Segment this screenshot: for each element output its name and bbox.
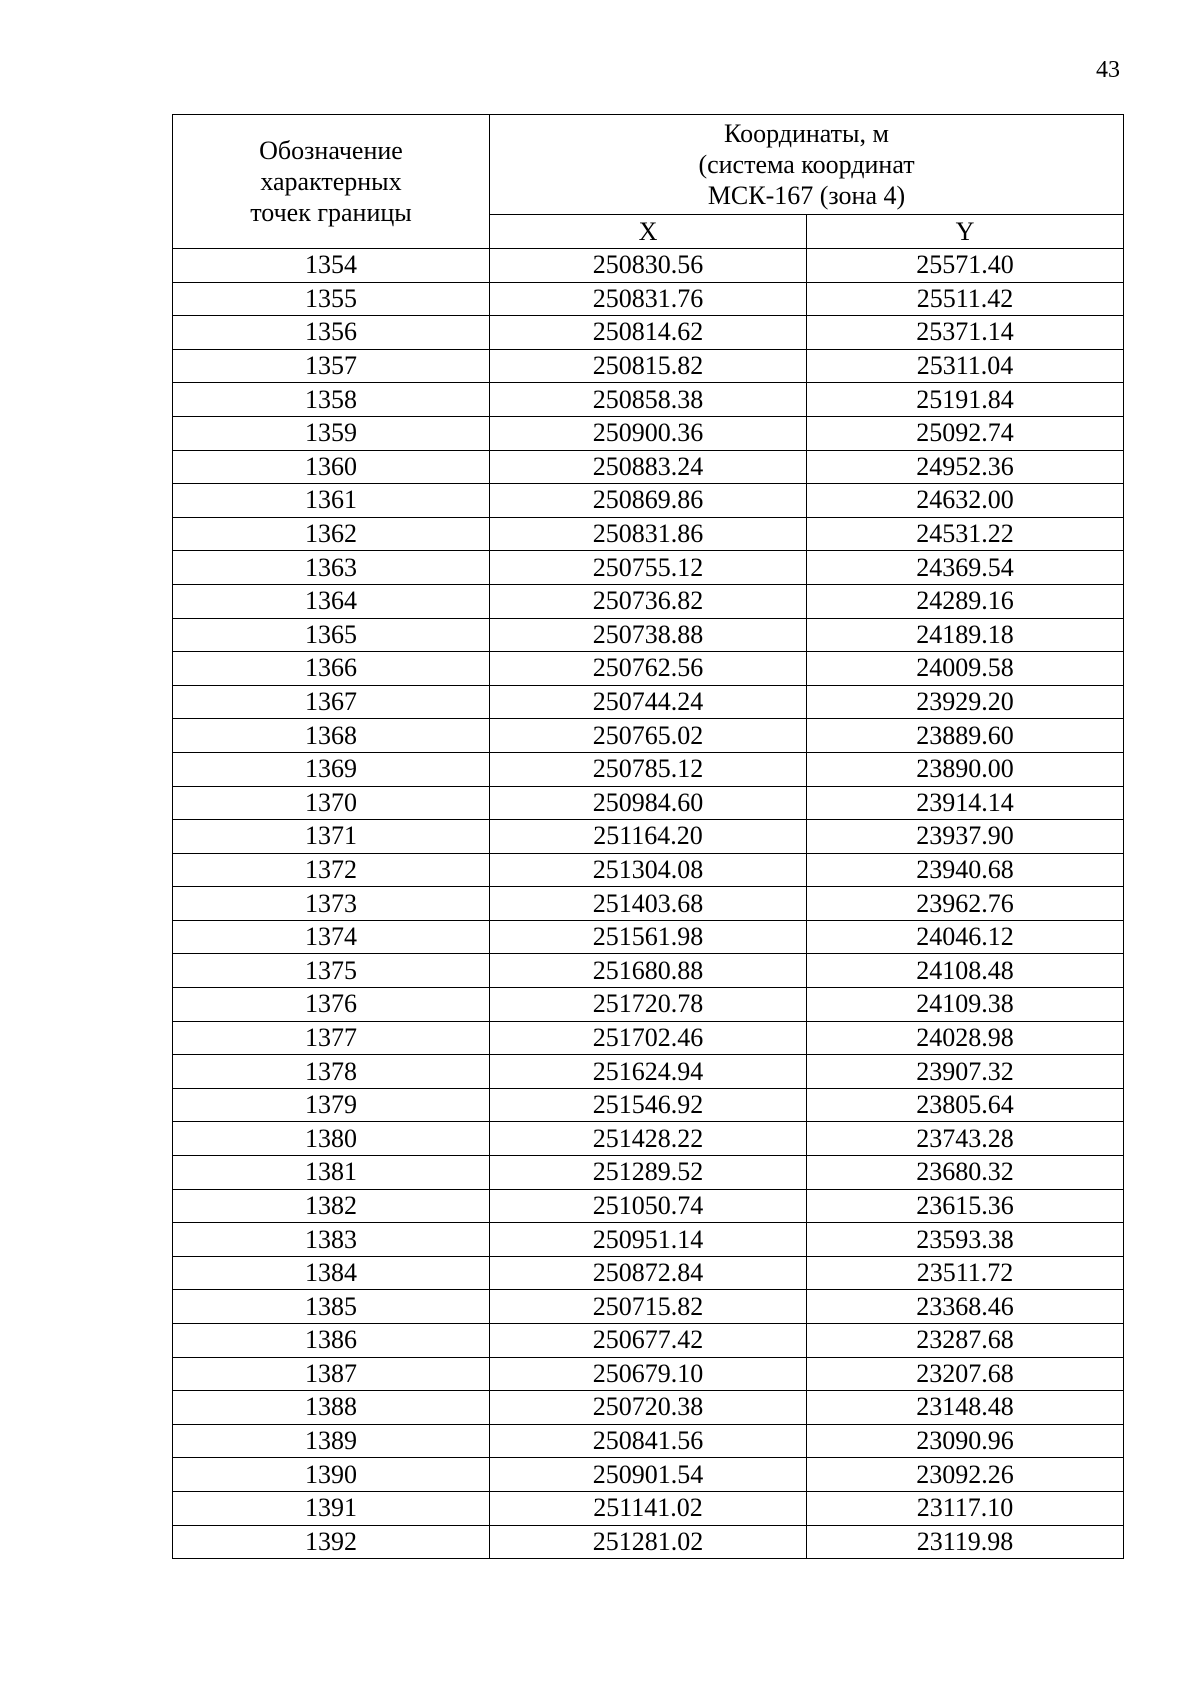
point-cell: 1377 [173,1021,490,1055]
x-cell: 251720.78 [490,988,807,1022]
y-cell: 23929.20 [807,685,1124,719]
x-cell: 250715.82 [490,1290,807,1324]
table-row [173,1156,1124,1190]
x-cell: 251561.98 [490,920,807,954]
point-cell: 1378 [173,1055,490,1089]
header-row-main [173,115,1124,215]
table-row [173,786,1124,820]
y-cell: 23962.76 [807,887,1124,921]
x-cell: 250785.12 [490,752,807,786]
y-cell: 23805.64 [807,1088,1124,1122]
x-cell: 250736.82 [490,584,807,618]
point-cell: 1367 [173,685,490,719]
point-cell: 1363 [173,551,490,585]
y-cell: 24369.54 [807,551,1124,585]
table-row [173,719,1124,753]
point-cell: 1360 [173,450,490,484]
y-cell: 23907.32 [807,1055,1124,1089]
x-cell: 250900.36 [490,416,807,450]
x-cell: 251289.52 [490,1156,807,1190]
y-cell: 23940.68 [807,853,1124,887]
page-number: 43 [1096,57,1120,83]
point-cell: 1376 [173,988,490,1022]
designation-header-line-2: характерных [260,167,402,196]
table-header [173,115,1124,249]
y-cell: 23890.00 [807,752,1124,786]
y-cell: 23593.38 [807,1223,1124,1257]
point-cell: 1373 [173,887,490,921]
y-cell: 23889.60 [807,719,1124,753]
x-cell: 250755.12 [490,551,807,585]
x-cell: 251680.88 [490,954,807,988]
x-cell: 250984.60 [490,786,807,820]
coordinates-header [490,115,1124,215]
point-cell: 1364 [173,584,490,618]
y-cell: 24046.12 [807,920,1124,954]
point-cell: 1389 [173,1424,490,1458]
y-cell: 25571.40 [807,249,1124,283]
y-cell: 23680.32 [807,1156,1124,1190]
table-row [173,652,1124,686]
point-cell: 1355 [173,282,490,316]
y-cell: 25092.74 [807,416,1124,450]
point-cell: 1383 [173,1223,490,1257]
x-cell: 250831.86 [490,517,807,551]
designation-header-line-3: точек границы [250,198,412,227]
point-cell: 1388 [173,1391,490,1425]
point-cell: 1372 [173,853,490,887]
table-row [173,988,1124,1022]
table-row [173,954,1124,988]
x-cell: 250831.76 [490,282,807,316]
y-cell: 23511.72 [807,1256,1124,1290]
x-cell: 250858.38 [490,383,807,417]
table-row [173,1357,1124,1391]
table-row [173,685,1124,719]
y-cell: 24028.98 [807,1021,1124,1055]
x-cell: 250883.24 [490,450,807,484]
table-row [173,1491,1124,1525]
point-cell: 1379 [173,1088,490,1122]
point-cell: 1362 [173,517,490,551]
x-cell: 250869.86 [490,484,807,518]
x-cell: 250872.84 [490,1256,807,1290]
y-cell: 23148.48 [807,1391,1124,1425]
table-row [173,1256,1124,1290]
table-row [173,1122,1124,1156]
y-cell: 23207.68 [807,1357,1124,1391]
x-column-header: X [490,215,807,249]
y-cell: 24108.48 [807,954,1124,988]
x-cell: 250841.56 [490,1424,807,1458]
point-cell: 1365 [173,618,490,652]
y-cell: 23287.68 [807,1324,1124,1358]
point-cell: 1354 [173,249,490,283]
x-cell: 251428.22 [490,1122,807,1156]
y-cell: 23937.90 [807,820,1124,854]
y-column-header: Y [807,215,1124,249]
x-cell: 250720.38 [490,1391,807,1425]
x-cell: 250679.10 [490,1357,807,1391]
point-cell: 1387 [173,1357,490,1391]
table-row [173,282,1124,316]
x-cell: 250830.56 [490,249,807,283]
table-row [173,1055,1124,1089]
coordinates-header-line-3: МСК-167 (зона 4) [707,181,906,210]
table-row [173,1189,1124,1223]
y-cell: 24952.36 [807,450,1124,484]
coordinates-header-line-1: Координаты, м [724,119,889,148]
x-cell: 250738.88 [490,618,807,652]
table-row [173,551,1124,585]
point-cell: 1386 [173,1324,490,1358]
x-cell: 251546.92 [490,1088,807,1122]
y-cell: 23615.36 [807,1189,1124,1223]
point-cell: 1380 [173,1122,490,1156]
point-cell: 1382 [173,1189,490,1223]
point-cell: 1371 [173,820,490,854]
table-row [173,1391,1124,1425]
table-row [173,752,1124,786]
point-cell: 1366 [173,652,490,686]
x-cell: 250814.62 [490,316,807,350]
coordinates-table [172,114,1124,1559]
x-cell: 251624.94 [490,1055,807,1089]
x-cell: 251304.08 [490,853,807,887]
y-cell: 24632.00 [807,484,1124,518]
point-cell: 1358 [173,383,490,417]
point-cell: 1391 [173,1491,490,1525]
y-cell: 24189.18 [807,618,1124,652]
point-cell: 1384 [173,1256,490,1290]
point-cell: 1374 [173,920,490,954]
table-row [173,1223,1124,1257]
point-cell: 1370 [173,786,490,820]
x-cell: 251403.68 [490,887,807,921]
point-cell: 1369 [173,752,490,786]
table-row [173,383,1124,417]
point-cell: 1357 [173,349,490,383]
y-cell: 24109.38 [807,988,1124,1022]
point-cell: 1385 [173,1290,490,1324]
y-cell: 25511.42 [807,282,1124,316]
point-cell: 1359 [173,416,490,450]
table-row [173,484,1124,518]
table-row [173,1290,1124,1324]
designation-header [173,115,490,249]
designation-header-line-1: Обозначение [259,136,403,165]
x-cell: 251141.02 [490,1491,807,1525]
table-row [173,584,1124,618]
point-cell: 1375 [173,954,490,988]
coordinates-header-line-2: (система координат [698,150,915,179]
table-row [173,249,1124,283]
y-cell: 23090.96 [807,1424,1124,1458]
y-cell: 24009.58 [807,652,1124,686]
table-row [173,920,1124,954]
y-cell: 23914.14 [807,786,1124,820]
point-cell: 1392 [173,1525,490,1559]
x-cell: 251281.02 [490,1525,807,1559]
y-cell: 23117.10 [807,1491,1124,1525]
table-row [173,517,1124,551]
x-cell: 250765.02 [490,719,807,753]
point-cell: 1361 [173,484,490,518]
point-cell: 1356 [173,316,490,350]
y-cell: 23368.46 [807,1290,1124,1324]
table-row [173,1021,1124,1055]
x-cell: 251702.46 [490,1021,807,1055]
table-row [173,349,1124,383]
table-row [173,1458,1124,1492]
table-row [173,1324,1124,1358]
table-body [173,249,1124,1559]
x-cell: 251050.74 [490,1189,807,1223]
y-cell: 24531.22 [807,517,1124,551]
table-row [173,853,1124,887]
point-cell: 1381 [173,1156,490,1190]
table-row [173,820,1124,854]
table-row [173,1088,1124,1122]
x-cell: 251164.20 [490,820,807,854]
y-cell: 25191.84 [807,383,1124,417]
y-cell: 23119.98 [807,1525,1124,1559]
y-cell: 23743.28 [807,1122,1124,1156]
x-cell: 250677.42 [490,1324,807,1358]
table-row [173,618,1124,652]
point-cell: 1390 [173,1458,490,1492]
table-row [173,1424,1124,1458]
table-row [173,450,1124,484]
x-cell: 250815.82 [490,349,807,383]
table-row [173,887,1124,921]
x-cell: 250762.56 [490,652,807,686]
x-cell: 250744.24 [490,685,807,719]
table-row [173,416,1124,450]
point-cell: 1368 [173,719,490,753]
y-cell: 25371.14 [807,316,1124,350]
y-cell: 23092.26 [807,1458,1124,1492]
table-row [173,316,1124,350]
x-cell: 250901.54 [490,1458,807,1492]
table-row [173,1525,1124,1559]
y-cell: 25311.04 [807,349,1124,383]
x-cell: 250951.14 [490,1223,807,1257]
y-cell: 24289.16 [807,584,1124,618]
